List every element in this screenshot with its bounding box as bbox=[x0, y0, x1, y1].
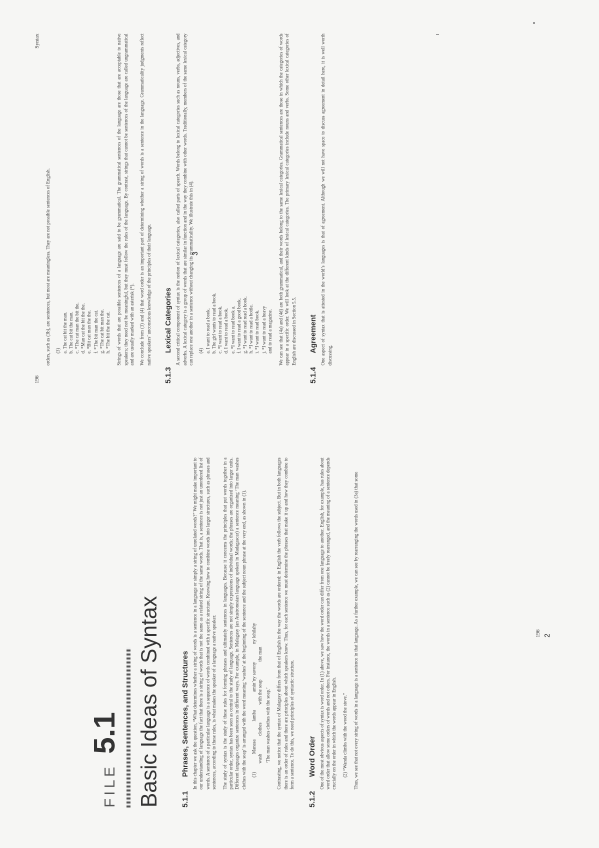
gloss-word: amin’ny savony bbox=[252, 661, 258, 692]
section-title: Word Order bbox=[307, 736, 317, 777]
example-number: (4) bbox=[199, 348, 205, 354]
example-item: a. I want to read a book. bbox=[206, 308, 212, 354]
example-item: h. *The bit the the cat. bbox=[106, 311, 112, 354]
paragraph: A second critical component of syntax is the notion of lexical categories, also called parts of speech. Words belong to lexical categories such as nouns, verbs, adjectives, and adverbs. A lexical category is a group of words that are similar in function and in the way they combine with other words. Traditionally, members of the same lexical category can replace one another in a sentence without changing its grammaticality. We illustrate this in (4). bbox=[176, 33, 195, 366]
file-title: Basic Ideas of Syntax bbox=[136, 595, 162, 808]
left-page bbox=[1, 424, 599, 848]
page-number: 196 bbox=[535, 629, 542, 638]
section-number: 5.1.1 bbox=[180, 791, 190, 808]
section-title: Phrases, Sentences, and Structures bbox=[180, 650, 190, 777]
example-item: i. *I want to read book. bbox=[255, 309, 261, 354]
example-item: b. The girl wants to read a book. bbox=[212, 292, 218, 354]
section-number: 5.1.2 bbox=[307, 791, 317, 808]
example-item: d. *Man cat the bit the the. bbox=[81, 303, 87, 354]
section-heading bbox=[164, 34, 173, 384]
running-head-page-number: 196 bbox=[34, 375, 41, 384]
running-head bbox=[35, 34, 41, 384]
example-item: e. *I want to read book a. bbox=[231, 305, 236, 354]
paragraph: Thus, we see that not every string of words in a language is a sentence in that language. As a further example, we can see by rearranging the words used in (3a) that some bbox=[354, 471, 360, 790]
paragraph: Contrasting, we notice that the syntax of Malagasy differs from that of English in the way the words are ordered: in English the verb follows the subject. But in both languages there is an order of rules and there are principles about which speakers know. Thus, for each sentence we must determine the phrases that make it up and how they combine to form a sentence. To do this, we need principles of syntactic structure. bbox=[277, 457, 296, 790]
example-item: g. *I want to read read a book. bbox=[243, 296, 249, 354]
book-spread bbox=[1, 0, 599, 848]
example-item: d. I want to read a book. bbox=[224, 307, 230, 354]
example-item: and to read a magazine. bbox=[268, 309, 274, 354]
example-item: c. *The cat man the bit the. bbox=[75, 302, 81, 354]
paragraph: We conclude from (3) and (4) that word order is an important part of determining whether a string of words is a sentence in the language. Grammaticality judgments reflect native speakers’ unconscious knowledge of the principles of their language. bbox=[140, 33, 153, 366]
section-number: 5.1.3 bbox=[163, 367, 173, 384]
gloss-word: wash bbox=[258, 753, 264, 764]
file-header bbox=[89, 458, 123, 808]
example-item: e. *Bit cat man the the. bbox=[87, 310, 93, 354]
example-number: (3) bbox=[56, 348, 62, 354]
section-heading bbox=[309, 34, 318, 384]
example-item: c. *I want to read a book. bbox=[218, 305, 224, 354]
file-label: FILE bbox=[101, 763, 119, 808]
gloss-word: lamba bbox=[252, 709, 258, 722]
file-rule-divider bbox=[127, 648, 131, 808]
example-list bbox=[57, 34, 113, 354]
handwritten-page-mark: 2 bbox=[544, 633, 552, 638]
scan-speck bbox=[533, 22, 535, 24]
example-number: (1) bbox=[252, 772, 258, 778]
handwritten-page-mark: 3 bbox=[192, 251, 200, 256]
right-page bbox=[1, 0, 599, 424]
paragraph: Strings of words that are possible sentences of a language are said to be grammatical. The grammatical sentences of the language are those that are acceptable to native speakers; they need not be meaningful, but they must follow the rules of the language. By contrast, strings that cannot be sentences of the language are called ungrammatical and are usually marked with an asterisk (*). bbox=[117, 33, 136, 366]
example-item: j. *I want to read a heavy bbox=[262, 305, 268, 354]
paragraph: orders, such as (3b), are sentences, but most are meaningless. They are not possible sentences of English. bbox=[46, 168, 52, 366]
section-title: Agreement bbox=[308, 314, 318, 354]
example-item: h. *I want to read a bottle. bbox=[249, 304, 255, 354]
example-sentence: (2) “Wanda climbs with the wood the stove.” bbox=[343, 693, 349, 778]
example-item: b. The cat bit the man. bbox=[69, 311, 75, 354]
gloss-word: the man bbox=[258, 646, 264, 662]
example-item: f. *The bit man the cat. bbox=[94, 309, 100, 354]
paragraph: One of the most obvious aspects of syntax is word order. In (1) above, we saw how the word order can differ from one language to another. English, for example, has rules about word order that allow some orders of words and not others. For instance, the words in a sentence such as (2) cannot be freely rearranged, and the meaning of a sentence depends crucially on the order in which the words appear in English. bbox=[320, 457, 338, 790]
example-item: a. The cat bit the man. bbox=[63, 311, 69, 354]
example-item: f. I want to read a good book. bbox=[237, 298, 243, 354]
section-heading bbox=[307, 458, 316, 808]
paragraph: One aspect of syntax that is attested in the world’s languages is that of agreement. Although we will not have space to discuss agreement in detail here, it is well worth discussing. bbox=[321, 33, 334, 366]
example-item: g. *The cat bit man the. bbox=[100, 309, 106, 354]
running-head-title: Syntax bbox=[34, 33, 41, 49]
gloss-word: ny lehilahy bbox=[252, 622, 258, 644]
section-title: Lexical Categories bbox=[163, 287, 173, 353]
example-gloss-line bbox=[259, 458, 265, 764]
section-heading bbox=[181, 458, 190, 808]
gloss-word: with the soap bbox=[258, 679, 264, 705]
paragraph: We can see that (4a) and (4d) are both grammatical, and their words belong to the same lexical categories. Grammatical sentences are those in which the categories of words appear in a specific order. We will look at the different kinds of lexical categories. The primary lexical categories include nouns and verbs. Some other lexical categories of English are discussed in Section 5.5. bbox=[279, 33, 298, 366]
paragraph: The study of syntax is the study of these rules for forming phrases and ultimately sentences in languages. Because it concerns the principles that put words together in a particular order, syntax has been seen as central to the study of language. Sentences are not simply expressions of individual words; the phrases are organized into larger units. Different languages organize sentences in different ways. For example, in Malagasy (an Austronesian language spoken in Madagascar) a sentence meaning ‘The man washes clothes with the soap’ is arranged with the word meaning ‘washes’ at the beginning of the sentence and the subject noun phrase at the very end, as shown in (1). bbox=[223, 457, 248, 790]
gloss-word: Manasa bbox=[252, 739, 258, 755]
paragraph: In this chapter we ask the question, “What determines whether a string of words is a sentence in a language or simply a string of unrelated words?” We might make important to our understanding of language the fact that there is a string of words that is not the same as a related string of the same words. That is, a sentence is not just an unordered list of words. A sentence of a particular language is a sequence of words combined with a specific structure. Knowing how to combine words into larger structures, such as phrases and sentences, according to these rules, is what makes the speaker of a language a native speaker. bbox=[193, 457, 218, 790]
example-translation: ‘The man washes clothes with the soap.’ bbox=[266, 687, 272, 764]
file-number: 5.1 bbox=[88, 712, 122, 754]
gloss-word: clothes bbox=[258, 722, 264, 736]
section-number: 5.1.4 bbox=[308, 367, 318, 384]
scan-speck bbox=[436, 34, 439, 35]
example-list bbox=[200, 34, 274, 354]
